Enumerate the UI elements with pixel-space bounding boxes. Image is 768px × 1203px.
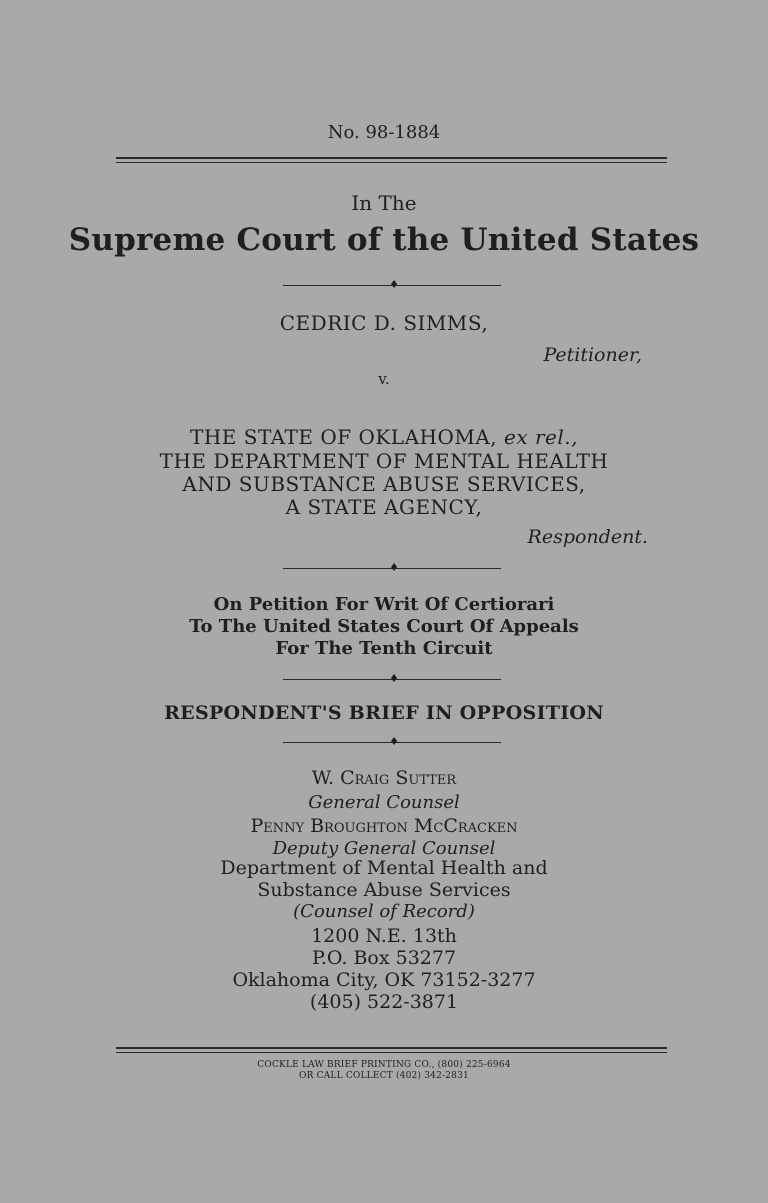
bottom-rule-lower <box>116 1052 667 1053</box>
petition-line-3: For The Tenth Circuit <box>275 638 493 659</box>
counsel-of-record: (Counsel of Record) <box>293 901 475 922</box>
bottom-rule-upper <box>116 1047 667 1049</box>
court-name: Supreme Court of the United States <box>68 222 700 258</box>
department-line-2: Substance Abuse Services <box>257 879 511 901</box>
department-line-1: Department of Mental Health and <box>220 857 548 879</box>
top-rule-upper <box>116 157 667 159</box>
divider-3 <box>283 673 501 685</box>
divider-1 <box>283 279 501 291</box>
petition-line-2: To The United States Court Of Appeals <box>189 616 579 637</box>
divider-2 <box>283 562 501 574</box>
respondent-line-1-main: THE STATE OF OKLAHOMA, <box>190 425 498 449</box>
respondent-line-1-italic: ex rel., <box>504 425 578 449</box>
court-intro: In The <box>351 191 417 215</box>
diamond-ornament: ♦ <box>389 278 399 291</box>
petition-line-1: On Petition For Writ Of Certiorari <box>213 594 555 615</box>
address-line-2: P.O. Box 53277 <box>311 947 457 969</box>
phone-number: (405) 522-3871 <box>309 991 459 1013</box>
respondent-line-1 <box>0 425 768 449</box>
versus: v. <box>378 370 390 388</box>
diamond-ornament: ♦ <box>389 735 399 748</box>
printer-line-2: OR CALL COLLECT (402) 342-2831 <box>299 1071 469 1081</box>
respondent-line-2: THE DEPARTMENT OF MENTAL HEALTH <box>159 449 609 473</box>
petitioner-name: CEDRIC D. SIMMS, <box>279 311 489 335</box>
petitioner-role: Petitioner, <box>543 344 642 366</box>
respondent-role: Respondent. <box>527 526 648 548</box>
top-rule-lower <box>116 162 667 163</box>
counsel-name-2: Penny Broughton McCracken <box>250 815 518 837</box>
diamond-ornament: ♦ <box>389 672 399 685</box>
divider-4 <box>283 736 501 748</box>
docket-number: No. 98-1884 <box>327 122 441 143</box>
counsel-name-1: W. Craig Sutter <box>311 767 457 789</box>
counsel-title-1: General Counsel <box>308 792 460 813</box>
address-line-1: 1200 N.E. 13th <box>311 925 457 947</box>
counsel-title-2: Deputy General Counsel <box>272 838 496 859</box>
printer-line-1: COCKLE LAW BRIEF PRINTING CO., (800) 225-6964 <box>257 1060 511 1070</box>
respondent-line-3: AND SUBSTANCE ABUSE SERVICES, <box>182 472 586 496</box>
diamond-ornament: ♦ <box>389 561 399 574</box>
address-line-3: Oklahoma City, OK 73152-3277 <box>232 969 536 991</box>
respondent-line-4: A STATE AGENCY, <box>285 495 483 519</box>
brief-title: RESPONDENT'S BRIEF IN OPPOSITION <box>164 702 604 724</box>
